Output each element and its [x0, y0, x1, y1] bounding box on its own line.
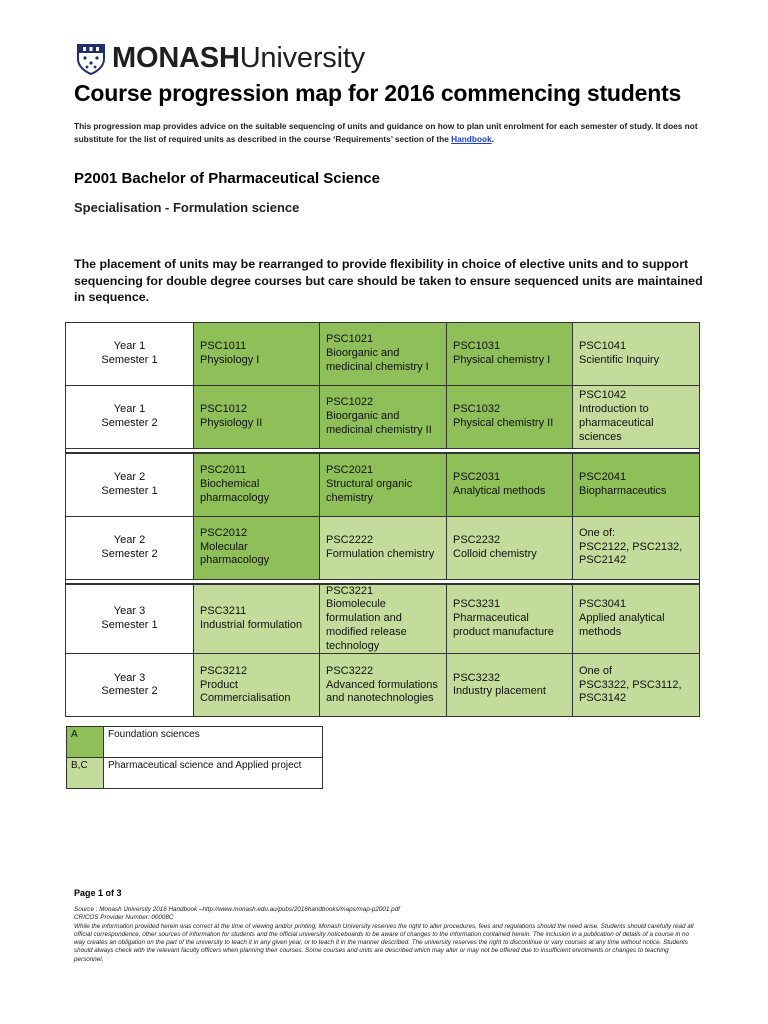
- unit-name: Molecular pharmacology: [200, 540, 270, 567]
- unit-name: Product Commercialisation: [200, 678, 291, 705]
- unit-code: PSC2021: [326, 464, 374, 477]
- page-title: Course progression map for 2016 commencing students: [74, 80, 682, 106]
- specialisation-title: Specialisation - Formulation science: [74, 200, 300, 215]
- unit-cell: [447, 654, 573, 717]
- unit-name: Advanced formulations and nanotechnologies: [326, 678, 438, 705]
- unit-code: PSC1042: [579, 389, 627, 402]
- intro-text: This progression map provides advice on the suitable sequencing of units and guidance on how to plan unit enrolment for each semester of study. It does not substitute for the list of required units as described in the course ‘Requirements’ section of the Handbook.: [74, 121, 698, 144]
- semester-label: Semester 2: [101, 547, 158, 560]
- unit-code: PSC2232: [453, 533, 501, 546]
- unit-code: PSC1031: [453, 340, 501, 353]
- unit-code: PSC2222: [326, 533, 374, 546]
- legend-key: A: [67, 727, 104, 758]
- unit-name: Formulation chemistry: [326, 547, 435, 560]
- unit-cell: [194, 453, 320, 516]
- unit-name: Bioorganic and medicinal chemistry II: [326, 410, 432, 436]
- year-semester-cell: [66, 453, 194, 516]
- legend-label: Foundation sciences: [104, 727, 323, 758]
- legend-label: Pharmaceutical science and Applied project: [104, 758, 323, 789]
- year-semester-cell: [66, 584, 194, 654]
- unit-cell: [447, 386, 573, 449]
- unit-name: PSC2122, PSC2132, PSC2142: [579, 540, 683, 567]
- cricos-line: CRICOS Provider Number: 00008C: [74, 914, 174, 922]
- year-label: Year 3: [113, 605, 146, 618]
- unit-name: Physical chemistry II: [453, 417, 554, 429]
- year-semester-cell: [66, 323, 194, 386]
- legend-table: [66, 726, 323, 789]
- unit-code: PSC3041: [579, 598, 627, 611]
- unit-code: PSC1012: [200, 403, 248, 416]
- semester-label: Semester 2: [101, 685, 158, 698]
- unit-cell: [320, 386, 447, 449]
- semester-row: [66, 654, 700, 717]
- course-title: P2001 Bachelor of Pharmaceutical Science: [74, 170, 380, 187]
- unit-code: PSC1032: [453, 403, 501, 416]
- unit-name: Introduction to pharmaceutical sciences: [579, 403, 654, 443]
- footer-notes: [74, 906, 698, 964]
- unit-code: PSC3221: [326, 584, 374, 597]
- unit-cell: [194, 323, 320, 386]
- unit-code: One of:: [579, 526, 616, 539]
- unit-name: Pharmaceutical product manufacture: [453, 612, 554, 638]
- unit-name: Industry placement: [453, 685, 546, 698]
- unit-name: Colloid chemistry: [453, 547, 537, 560]
- unit-name: Structural organic chemistry: [326, 477, 413, 504]
- unit-cell: [447, 453, 573, 516]
- unit-code: PSC2011: [200, 464, 247, 477]
- unit-cell: [573, 453, 700, 516]
- unit-cell: [573, 386, 700, 449]
- unit-cell: [573, 584, 700, 654]
- semester-row: [66, 584, 700, 654]
- year-semester-cell: [66, 516, 194, 579]
- page-number: Page 1 of 3: [74, 888, 122, 898]
- unit-code: PSC2012: [200, 526, 248, 539]
- semester-label: Semester 1: [101, 484, 158, 497]
- semester-label: Semester 1: [101, 618, 158, 631]
- unit-name: Physiology I: [200, 354, 260, 366]
- unit-cell: [573, 323, 700, 386]
- unit-cell: [573, 654, 700, 717]
- unit-cell: [320, 453, 447, 516]
- unit-code: PSC1021: [326, 333, 374, 346]
- unit-cell: [447, 323, 573, 386]
- unit-cell: [320, 654, 447, 717]
- logo-wordmark: MONASHUniversity: [112, 42, 365, 74]
- year-label: Year 2: [113, 470, 146, 483]
- unit-name: Physiology II: [200, 417, 263, 429]
- unit-code: PSC1011: [200, 340, 247, 353]
- unit-cell: [194, 516, 320, 579]
- unit-cell: [320, 516, 447, 579]
- unit-code: PSC3231: [453, 598, 501, 611]
- unit-cell: [194, 386, 320, 449]
- semester-row: [66, 323, 700, 386]
- unit-code: PSC2041: [579, 470, 627, 483]
- unit-code: PSC3232: [453, 671, 501, 684]
- year-label: Year 2: [113, 533, 146, 546]
- unit-code: PSC1022: [326, 396, 374, 409]
- unit-name: Scientific Inquiry: [579, 354, 660, 366]
- unit-name: Biopharmaceutics: [579, 484, 667, 497]
- unit-code: PSC1041: [579, 340, 627, 353]
- unit-code: PSC2031: [453, 470, 501, 483]
- unit-cell: [447, 584, 573, 654]
- year-semester-cell: [66, 654, 194, 717]
- unit-name: Analytical methods: [453, 484, 546, 497]
- placement-note: The placement of units may be rearranged to provide flexibility in choice of elective units and to support sequencing for double degree courses but care should be taken to ensure sequenced units are maintained in sequence.: [74, 257, 703, 304]
- unit-code: PSC3212: [200, 664, 248, 677]
- legend-row: [67, 727, 323, 758]
- year-semester-cell: [66, 386, 194, 449]
- unit-name: Biochemical pharmacology: [200, 477, 270, 504]
- unit-cell: [194, 584, 320, 654]
- unit-name: PSC3322, PSC3112, PSC3142: [579, 678, 682, 705]
- handbook-link[interactable]: Handbook: [451, 134, 492, 144]
- source-line: Source : Monash University 2016 Handbook –http://www.monash.edu.au/pubs/2016handbooks/maps/map-p2001.pdf: [74, 906, 400, 913]
- semester-label: Semester 1: [101, 354, 158, 366]
- unit-name: Applied analytical methods: [579, 612, 665, 638]
- disclaimer-text: While the information provided herein was correct at the time of viewing and/or printing, Monash University reserves the right to alter procedures, fees and regulations should the need arise. Students should carefully read all official correspondence, other sources of information for students and the official university noticeboards to be aware of changes to the information contained herein. The inclusion in a publication of details of a course in no way creates an obligation on the part of the university to teach it in any given year, or to teach it in the manner described. The university reserves the right to discontinue or vary courses at any time without notice. Students should always check with the relevant faculty officers when planning their courses. Some courses and units are described which may alter or may not be offered due to insufficient enrolments or changes to teaching personnel.: [74, 922, 694, 963]
- unit-code: One of: [579, 664, 613, 677]
- unit-cell: [573, 516, 700, 579]
- progression-table: [65, 322, 700, 717]
- unit-code: PSC3222: [326, 664, 374, 677]
- year-label: Year 1: [113, 403, 146, 416]
- unit-cell: [320, 323, 447, 386]
- monash-crest-icon: [76, 43, 106, 75]
- year-label: Year 1: [113, 340, 146, 353]
- semester-row: [66, 516, 700, 579]
- unit-cell: [194, 654, 320, 717]
- unit-code: PSC3211: [200, 605, 247, 618]
- unit-name: Bioorganic and medicinal chemistry I: [326, 347, 429, 373]
- unit-name: Biomolecule formulation and modified release technology: [326, 598, 407, 652]
- semester-label: Semester 2: [101, 417, 158, 429]
- year-label: Year 3: [113, 671, 146, 684]
- legend-key: B,C: [67, 758, 104, 789]
- unit-name: Physical chemistry I: [453, 354, 551, 366]
- semester-row: [66, 453, 700, 516]
- semester-row: [66, 386, 700, 449]
- unit-name: Industrial formulation: [200, 618, 303, 631]
- unit-cell: [447, 516, 573, 579]
- unit-cell: [320, 584, 447, 654]
- legend-row: [67, 758, 323, 789]
- monash-logo: [76, 42, 365, 75]
